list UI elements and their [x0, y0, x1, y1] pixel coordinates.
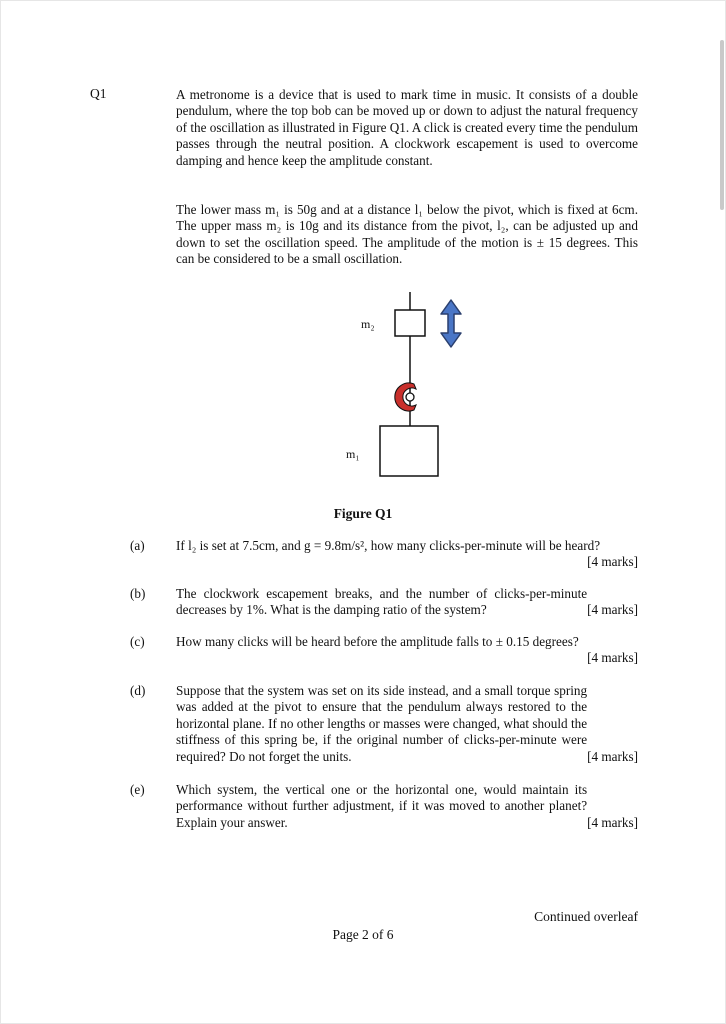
- question-intro-paragraph-1: A metronome is a device that is used to mark time in music. It consists of a double pendulum, where the top bob can be moved up or down to adjust the natural frequency of the oscillation as illustrated in Figure Q1. A click is created every time the pendulum passes through the neutral position. A clockwork escapement is used to overcome damping and hence keep the amplitude constant.: [176, 87, 638, 168]
- scrollbar[interactable]: [720, 40, 724, 210]
- part-c-text: How many clicks will be heard before the amplitude falls to ± 0.15 degrees?: [176, 634, 579, 649]
- part-a-text: If l₂ is set at 7.5cm, and g = 9.8m/s², how many clicks-per-minute will be heard?: [176, 538, 601, 553]
- part-e-text: Which system, the vertical one or the horizontal one, would maintain its performance without further adjustment, if it was moved to another planet? Explain your answer.: [176, 782, 588, 830]
- continued-overleaf: Continued overleaf: [534, 909, 638, 924]
- part-b: [176, 586, 638, 619]
- adjust-arrow-icon: [441, 300, 461, 347]
- part-d: [176, 683, 638, 765]
- figure-caption: Figure Q1: [333, 506, 393, 521]
- part-a-label: (a): [130, 538, 145, 553]
- part-a-marks: [4 marks]: [587, 554, 638, 570]
- metronome-figure: [330, 286, 490, 486]
- part-c: [176, 634, 638, 667]
- part-d-text: Suppose that the system was set on its side instead, and a small torque spring was added at the pivot to ensure that the pendulum always restored to the horizontal plane. If no other lengths or masses were changed, what should the stiffness of this spring be, if the original number of clicks-per-minute were required? Do not forget the units.: [176, 683, 588, 764]
- part-b-text: The clockwork escapement breaks, and the number of clicks-per-minute decreases by 1%. What is the damping ratio of the system?: [176, 586, 588, 618]
- part-e: [176, 782, 638, 831]
- label-m2: m₂: [361, 317, 375, 331]
- part-d-label: (d): [130, 683, 146, 698]
- pivot-icon: [406, 393, 414, 401]
- part-e-label: (e): [130, 782, 145, 797]
- part-c-marks: [4 marks]: [587, 650, 638, 666]
- part-c-label: (c): [130, 634, 145, 649]
- page-number: Page 2 of 6: [332, 927, 394, 942]
- upper-mass-m2: [395, 310, 425, 336]
- part-a: [176, 538, 638, 571]
- label-m1: m₁: [346, 447, 360, 461]
- part-b-label: (b): [130, 586, 146, 601]
- question-intro-paragraph-2: The lower mass m₁ is 50g and at a distance l₁ below the pivot, which is fixed at 6cm. The upper mass m₂ is 10g and its distance from the pivot, l₂, can be adjusted up and down to set the oscillation speed. The amplitude of the motion is ± 15 degrees. This can be considered to be a small oscillation.: [176, 202, 638, 267]
- part-b-marks: [4 marks]: [587, 602, 638, 618]
- lower-mass-m1: [380, 426, 438, 476]
- question-label: Q1: [90, 86, 107, 101]
- part-e-marks: [4 marks]: [587, 814, 638, 830]
- part-d-marks: [4 marks]: [587, 748, 638, 764]
